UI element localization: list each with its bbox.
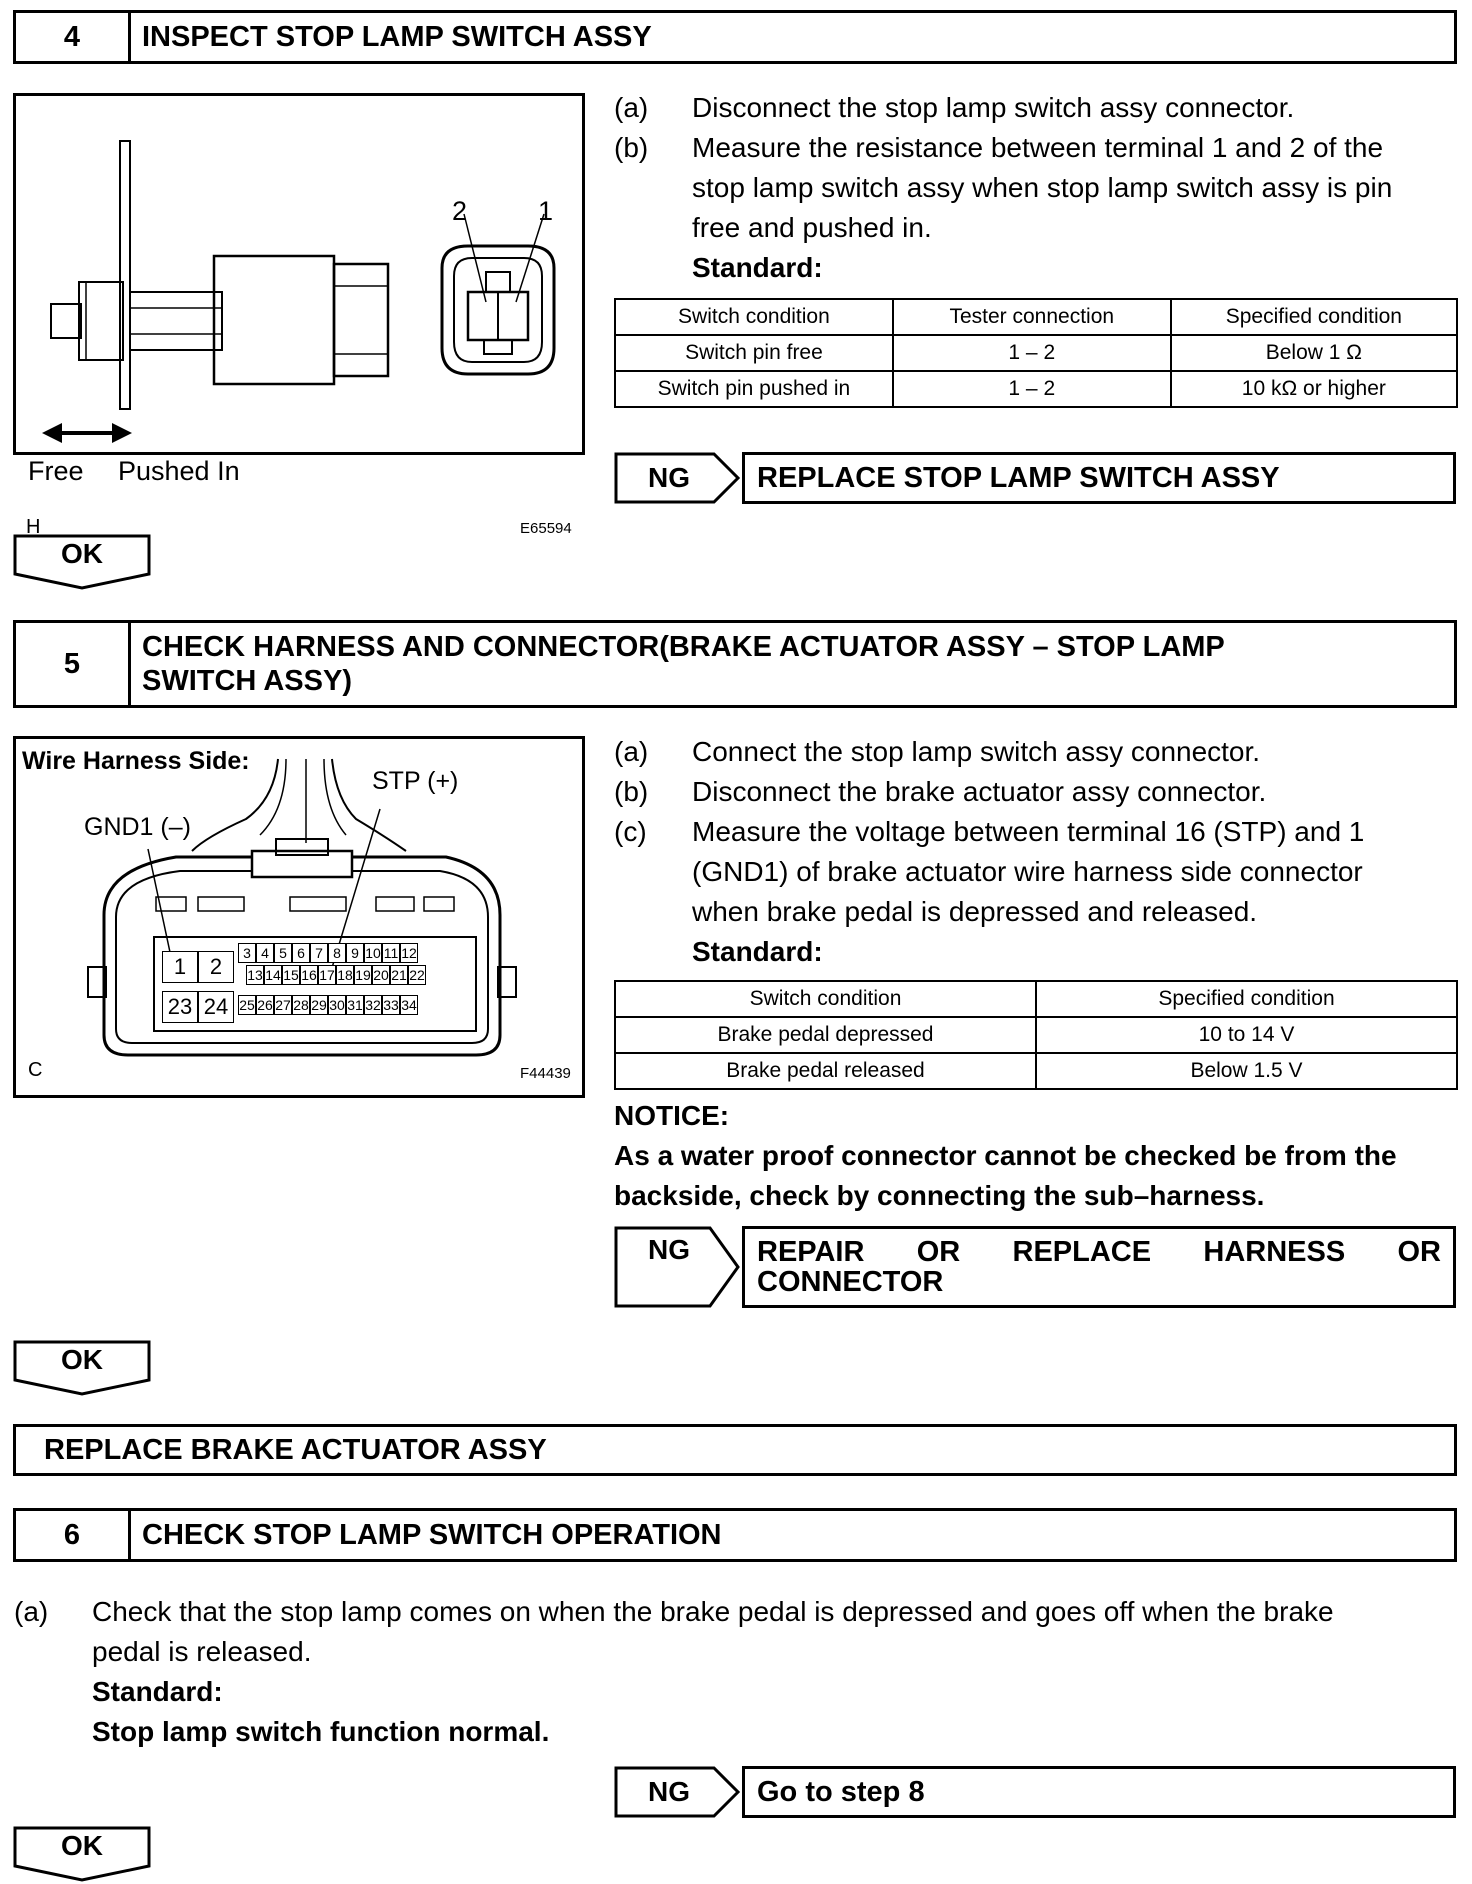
table-header: Tester connection bbox=[893, 299, 1171, 335]
pin-cell: 2 bbox=[198, 951, 234, 983]
notice-text: backside, check by connecting the sub–harness. bbox=[614, 1180, 1265, 1211]
instruction-text: Disconnect the stop lamp switch assy connector. bbox=[692, 92, 1295, 123]
table-cell: 10 to 14 V bbox=[1036, 1017, 1457, 1053]
pin-cell: 1 bbox=[162, 951, 198, 983]
step-4-header bbox=[13, 10, 1457, 64]
step-title-line: CHECK HARNESS AND CONNECTOR(BRAKE ACTUATOR ASSY – STOP LAMP bbox=[142, 631, 1225, 663]
instruction-label: (c) bbox=[614, 816, 647, 847]
notice-label: NOTICE: bbox=[614, 1100, 730, 1131]
pin-cell: 14 bbox=[265, 967, 281, 983]
instruction-text: (GND1) of brake actuator wire harness side connector bbox=[692, 856, 1363, 887]
pin-cell: 3 bbox=[238, 943, 256, 963]
pin-cell: 18 bbox=[337, 967, 353, 983]
ok-label: OK bbox=[61, 1344, 103, 1375]
instruction-text: free and pushed in. bbox=[692, 212, 932, 243]
pin-cell: 16 bbox=[301, 967, 317, 983]
step5-spec-table bbox=[614, 980, 1458, 1090]
table-header-row bbox=[615, 981, 1457, 1017]
switch-diagram bbox=[16, 96, 582, 452]
table-row bbox=[615, 1017, 1457, 1053]
gnd1-label: GND1 (–) bbox=[84, 813, 191, 841]
instruction-label: (b) bbox=[614, 776, 649, 807]
pin-cell: 28 bbox=[293, 997, 309, 1013]
step6-instructions bbox=[14, 1592, 1460, 1752]
step4-ok-branch bbox=[13, 534, 151, 590]
step-title: CHECK STOP LAMP SWITCH OPERATION bbox=[142, 1519, 722, 1551]
table-cell: Switch pin pushed in bbox=[615, 371, 893, 407]
standard-text: Stop lamp switch function normal. bbox=[92, 1716, 550, 1747]
table-cell: 1 – 2 bbox=[893, 335, 1171, 371]
instruction-text: when brake pedal is depressed and released. bbox=[692, 896, 1258, 927]
table-cell: Brake pedal released bbox=[615, 1053, 1036, 1089]
figure-corner-code: C bbox=[28, 1059, 43, 1081]
instruction-text: Check that the stop lamp comes on when the brake pedal is depressed and goes off when the brake bbox=[92, 1596, 1334, 1627]
step-number: 5 bbox=[16, 623, 131, 705]
pin-cell: 10 bbox=[365, 945, 381, 961]
step-number: 4 bbox=[16, 13, 131, 61]
pin-cell: 9 bbox=[346, 943, 364, 963]
pin-cell: 20 bbox=[373, 967, 389, 983]
notice-text: As a water proof connector cannot be checked be from the bbox=[614, 1140, 1397, 1171]
instruction-label: (a) bbox=[614, 92, 649, 123]
terminal-1-label: 1 bbox=[538, 196, 554, 226]
table-row bbox=[615, 335, 1457, 371]
figure-id: E65594 bbox=[520, 520, 572, 537]
ng-action-line: CONNECTOR bbox=[757, 1266, 944, 1298]
step4-spec-table bbox=[614, 298, 1458, 408]
table-header: Specified condition bbox=[1171, 299, 1457, 335]
stp-label: STP (+) bbox=[372, 767, 459, 795]
ok-label: OK bbox=[61, 1830, 103, 1861]
table-header-row bbox=[615, 299, 1457, 335]
step-title bbox=[142, 623, 1444, 705]
step-title-line: SWITCH ASSY) bbox=[142, 665, 352, 697]
pin-cell: 15 bbox=[283, 967, 299, 983]
terminal-2-label: 2 bbox=[452, 196, 468, 226]
pushed-in-label: Pushed In bbox=[118, 456, 240, 486]
table-header: Switch condition bbox=[615, 299, 893, 335]
table-cell: Below 1 Ω bbox=[1171, 335, 1457, 371]
instruction-label: (a) bbox=[614, 736, 649, 767]
instruction-text: Connect the stop lamp switch assy connector. bbox=[692, 736, 1261, 767]
pin-cell: 7 bbox=[310, 943, 328, 963]
ng-action: Go to step 8 bbox=[742, 1766, 1456, 1818]
pin-cell: 17 bbox=[319, 967, 335, 983]
instruction-label: (b) bbox=[614, 132, 649, 163]
pin-cell: 34 bbox=[401, 997, 417, 1013]
instruction-label: (a) bbox=[14, 1596, 49, 1627]
step6-ok-branch bbox=[13, 1826, 151, 1882]
table-cell: 10 kΩ or higher bbox=[1171, 371, 1457, 407]
pin-cell: 11 bbox=[383, 945, 399, 961]
ng-label: NG bbox=[648, 1776, 690, 1807]
pin-cell: 8 bbox=[328, 943, 346, 963]
table-row bbox=[615, 1053, 1457, 1089]
step-5-header bbox=[13, 620, 1457, 708]
pin-cell: 24 bbox=[198, 991, 234, 1023]
pin-cell: 13 bbox=[247, 967, 263, 983]
ok-label: OK bbox=[61, 538, 103, 569]
table-row bbox=[615, 371, 1457, 407]
instruction-text: Measure the voltage between terminal 16 (STP) and 1 bbox=[692, 816, 1365, 847]
connector-diagram bbox=[16, 739, 582, 1095]
table-cell: Brake pedal depressed bbox=[615, 1017, 1036, 1053]
pin-cell: 25 bbox=[239, 997, 255, 1013]
final-action: REPLACE BRAKE ACTUATOR ASSY bbox=[13, 1424, 1457, 1476]
step5-instructions bbox=[614, 732, 1460, 972]
step-6-header bbox=[13, 1508, 1457, 1562]
pin-cell: 32 bbox=[365, 997, 381, 1013]
pin-cell: 4 bbox=[256, 943, 274, 963]
step5-ng-branch bbox=[614, 1226, 1456, 1308]
stop-lamp-switch-figure bbox=[13, 93, 585, 538]
figure-id: F44439 bbox=[520, 1065, 571, 1082]
step4-instructions bbox=[614, 88, 1460, 288]
figure-corner-code: H bbox=[26, 516, 41, 538]
instruction-text: stop lamp switch assy when stop lamp switch assy is pin bbox=[692, 172, 1393, 203]
ng-action: REPLACE STOP LAMP SWITCH ASSY bbox=[742, 452, 1456, 504]
wire-harness-side-label: Wire Harness Side: bbox=[22, 747, 250, 775]
ng-label: NG bbox=[648, 462, 690, 493]
pin-cell: 21 bbox=[391, 967, 407, 983]
pin-cell: 27 bbox=[275, 997, 291, 1013]
step-title: INSPECT STOP LAMP SWITCH ASSY bbox=[142, 21, 652, 53]
pin-cell: 22 bbox=[409, 967, 425, 983]
instruction-text: Measure the resistance between terminal 1 and 2 of the bbox=[692, 132, 1384, 163]
free-label: Free bbox=[28, 456, 84, 486]
table-header: Specified condition bbox=[1036, 981, 1457, 1017]
standard-label: Standard: bbox=[692, 936, 823, 967]
pin-cell: 33 bbox=[383, 997, 399, 1013]
pin-cell: 26 bbox=[257, 997, 273, 1013]
table-header: Switch condition bbox=[615, 981, 1036, 1017]
pin-cell: 23 bbox=[162, 991, 198, 1023]
table-cell: 1 – 2 bbox=[893, 371, 1171, 407]
standard-label: Standard: bbox=[92, 1676, 223, 1707]
standard-label: Standard: bbox=[692, 252, 823, 283]
ng-action bbox=[742, 1226, 1456, 1308]
pin-cell: 6 bbox=[292, 943, 310, 963]
ng-action-line: REPAIR OR REPLACE HARNESS OR bbox=[757, 1236, 1441, 1268]
pin-cell: 19 bbox=[355, 967, 371, 983]
pin-cell: 5 bbox=[274, 943, 292, 963]
step4-ng-branch bbox=[614, 452, 1456, 504]
step6-ng-branch bbox=[614, 1766, 1456, 1818]
pin-cell: 12 bbox=[401, 945, 417, 961]
table-cell: Switch pin free bbox=[615, 335, 893, 371]
pin-cell: 31 bbox=[347, 997, 363, 1013]
table-cell: Below 1.5 V bbox=[1036, 1053, 1457, 1089]
ng-label: NG bbox=[648, 1234, 690, 1265]
step5-ok-branch bbox=[13, 1340, 151, 1396]
instruction-text: Disconnect the brake actuator assy connector. bbox=[692, 776, 1267, 807]
pin-cell: 29 bbox=[311, 997, 327, 1013]
connector-figure bbox=[13, 736, 585, 1098]
step-number: 6 bbox=[16, 1511, 131, 1559]
pin-cell: 30 bbox=[329, 997, 345, 1013]
instruction-text: pedal is released. bbox=[92, 1636, 312, 1667]
